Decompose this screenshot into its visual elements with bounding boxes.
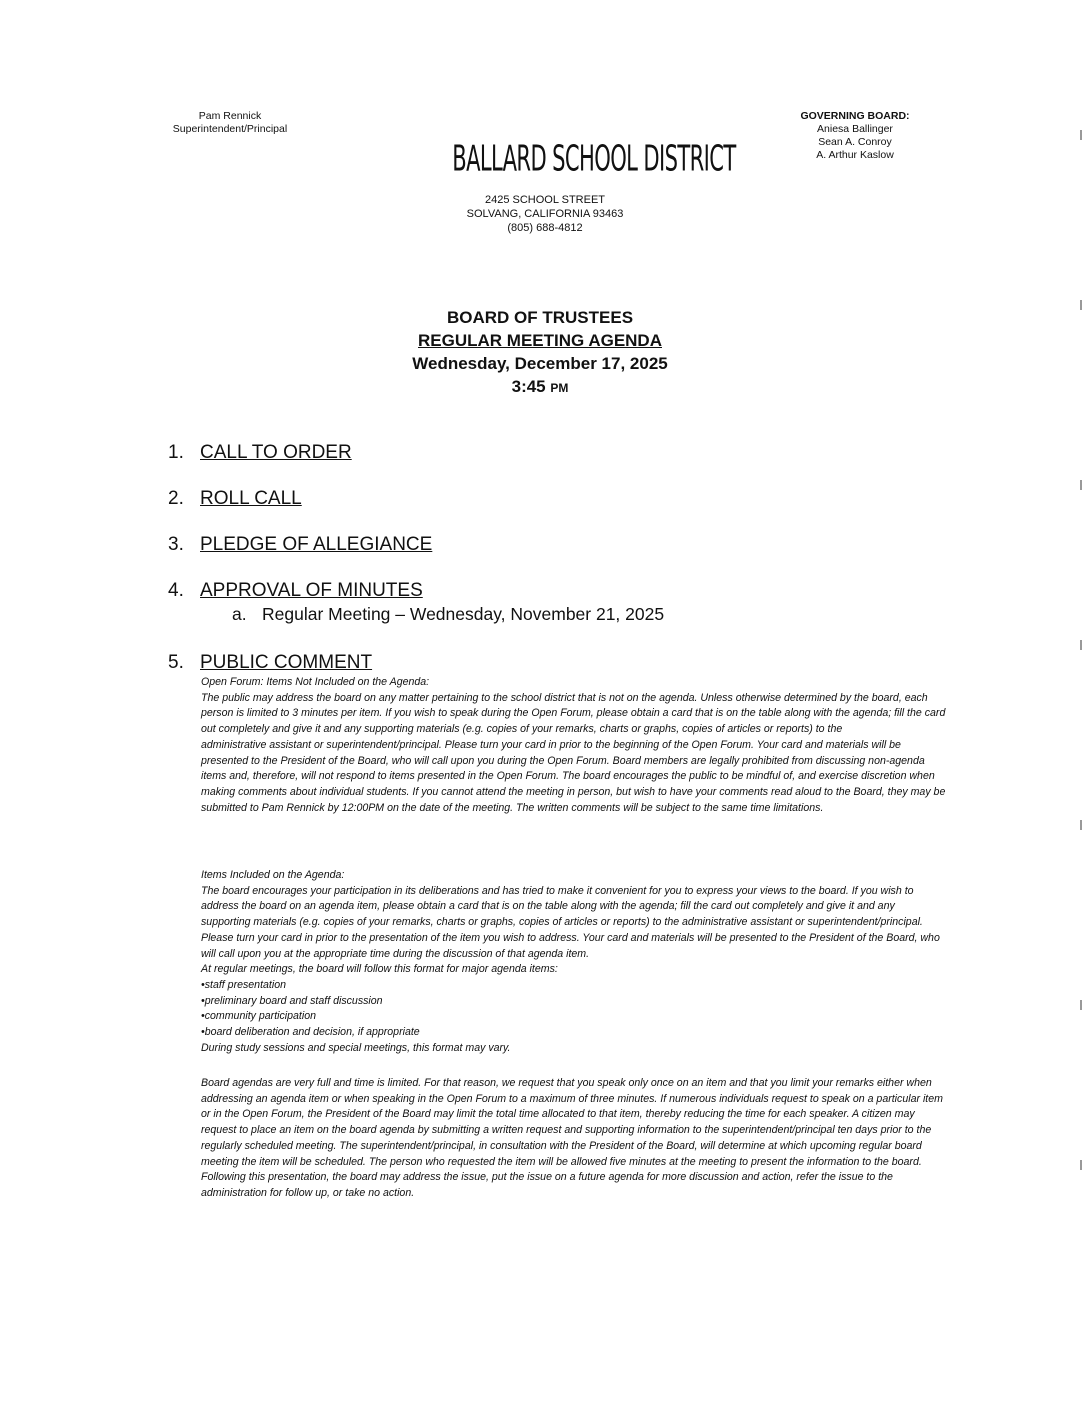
board-member: A. Arthur Kaslow — [816, 149, 894, 161]
format-step: • community participation — [201, 1009, 946, 1025]
open-forum-paragraph: The public may address the board on any matter pertaining to the school district that is not on the agenda. Unless otherwise determined by the board, each person is limited to 3 minutes per item. If you wish to speak during the Open Forum, please obtain a card that is on the table along with the agenda; fill the card out completely and give it and any supporting materials (e.g. copies of your remarks, charts or graphs, copies of articles or reports) to the — [201, 691, 946, 736]
agenda-item-pledge — [168, 534, 432, 556]
agenda-item-call-to-order — [168, 442, 352, 464]
agenda-item-number: 1. — [168, 442, 184, 463]
items-heading: Items Included on the Agenda: — [201, 869, 345, 881]
scan-mark — [1080, 1160, 1082, 1170]
superintendent-role: Superintendent/Principal — [172, 123, 288, 135]
address-street: 2425 SCHOOL STREET — [484, 194, 606, 206]
meeting-body: BOARD OF TRUSTEES — [446, 308, 634, 327]
meeting-time-value: 3:45 — [511, 377, 546, 396]
scan-mark — [1080, 130, 1082, 140]
meeting-date: Wednesday, December 17, 2025 — [412, 354, 668, 373]
agenda-subitem-number: a. — [232, 604, 247, 624]
agenda-items-comment-section — [201, 868, 946, 1056]
district-name — [452, 138, 736, 180]
board-member: Aniesa Ballinger — [817, 123, 893, 135]
scan-edge-marks — [1080, 120, 1084, 1200]
open-forum-section — [201, 675, 946, 816]
format-step: • staff presentation — [201, 978, 946, 994]
meeting-title-block — [340, 306, 740, 400]
items-paragraph: The board encourages your participation in its deliberations and has tried to make it convenient for you to express your views to the board. If you wish to address the board on an agenda item, please obtain a card that is on the table along with the agenda; fill the card out completely and give it and any supporting materials (e.g. copies of your remarks, charts or graphs, copies of articles or reports) to the administrative assistant or superintendent/principal. Please turn your card in prior to the presentation of the item you wish to address. Your card and materials will be presented to the President of the Board, who will call upon you at the appropriate time during the discussion of that agenda item. — [201, 884, 940, 960]
scan-mark — [1080, 1000, 1082, 1010]
closing-paragraph: Board agendas are very full and time is limited. For that reason, we request that you speak only once on an item and that you limit your remarks either when addressing an agenda item or when speaking in the Open Forum to a maximum of three minutes. If numerous individuals request to speak on a particular item or in the Open Forum, the President of the Board may limit the total time allocated to that item, thereby reducing the time for each speaker. A citizen may request to place an item on the board agenda by submitting a written request and supporting information to the superintendent/principal ten days prior to the regularly scheduled meeting. The superintendent/principal, in consultation with the President of the Board, will determine at which upcoming regular board meeting the item will be scheduled. The person who requested the item will be allowed five minutes at the meeting to present the information to the board. Following this presentation, the board may address the issue, put the issue on a future agenda for more discussion and action, refer the issue to the administration for follow up, or take no action. — [201, 1077, 943, 1199]
district-name-text: BALLARD SCHOOL DISTRICT — [452, 138, 736, 180]
agenda-item-label: APPROVAL OF MINUTES — [200, 580, 423, 601]
agenda-item-label: PLEDGE OF ALLEGIANCE — [200, 534, 433, 555]
governing-board-title: GOVERNING BOARD: — [800, 110, 910, 122]
meeting-time-suffix: PM — [550, 381, 569, 395]
agenda-item-label: CALL TO ORDER — [200, 442, 352, 463]
agenda-subitem-label: Regular Meeting – Wednesday, November 21, 2025 — [262, 604, 665, 624]
agenda-subitem-minutes — [232, 604, 664, 625]
agenda-item-number: 2. — [168, 488, 184, 509]
superintendent-name: Pam Rennick — [198, 110, 262, 122]
scan-mark — [1080, 640, 1082, 650]
agenda-item-number: 5. — [168, 652, 184, 673]
agenda-item-roll-call — [168, 488, 302, 510]
open-forum-paragraph: administrative assistant or superintendent/principal. Please turn your card in prior to the beginning of the Open Forum. Your card and materials will be presented to the President of the Board, who will call upon you during the Open Forum. Board members are legally prohibited from discussing non-agenda items and, therefore, will not respond to items presented in the Open Forum. The board encourages the public to be mindful of, and exercise discretion when making comments about individual students. If you cannot attend the meeting in person, but wish to have your comments read aloud to the Board, they may be submitted to Pam Rennick by 12:00PM on the date of the meeting. The written comments will be subject to the same time limitations. — [201, 738, 946, 814]
agenda-item-label: ROLL CALL — [200, 488, 302, 509]
format-steps-list — [201, 978, 946, 1041]
board-member: Sean A. Conroy — [818, 136, 892, 148]
district-address — [420, 193, 670, 235]
format-step: • preliminary board and staff discussion — [201, 994, 946, 1010]
meeting-time — [340, 375, 740, 400]
format-step: • board deliberation and decision, if appropriate — [201, 1025, 946, 1041]
open-forum-heading: Open Forum: Items Not Included on the Agenda: — [201, 676, 430, 688]
format-intro: At regular meetings, the board will follow this format for major agenda items: — [201, 963, 558, 976]
address-phone: (805) 688-4812 — [507, 222, 583, 234]
agenda-item-approval-of-minutes — [168, 580, 423, 602]
meeting-type: REGULAR MEETING AGENDA — [418, 331, 662, 350]
agenda-item-number: 4. — [168, 580, 184, 601]
agenda-item-number: 3. — [168, 534, 184, 555]
address-city: SOLVANG, CALIFORNIA 93463 — [466, 208, 624, 220]
governing-board-block — [780, 110, 930, 162]
closing-section — [201, 1076, 946, 1202]
format-note: During study sessions and special meetings, this format may vary. — [201, 1041, 511, 1054]
scan-mark — [1080, 820, 1082, 830]
superintendent-block — [150, 110, 310, 136]
scan-mark — [1080, 480, 1082, 490]
agenda-item-public-comment — [168, 652, 372, 674]
scan-mark — [1080, 300, 1082, 310]
agenda-item-label: PUBLIC COMMENT — [200, 652, 373, 673]
